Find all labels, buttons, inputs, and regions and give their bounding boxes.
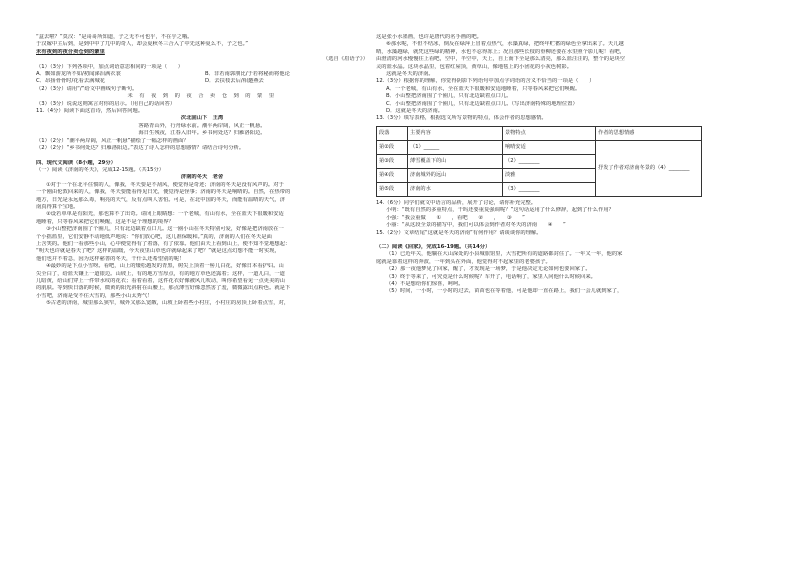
paragraph-line: “明天也许就是春天了吧？这样的温暖，今天夜里山草也许就绿起来了吧？”就是这点幻想不能一时实现， bbox=[36, 248, 280, 255]
question-15: 15.（2分）文章结尾“这就是冬天的济南”有何作用？请谈谈你的理解。 bbox=[376, 229, 542, 236]
paragraph-line: ②设若单单是有阳光，那也算不了出奇。请闭上眼睛想：一个老城，有山有水，全在蓝天下很暖和安适 bbox=[46, 211, 284, 218]
reading-heading: （二）阅读《回家》，完成16-19题。（共14分） bbox=[376, 243, 491, 250]
option-a: A．飘如游龙所不如/初闻涕泪满衣裳 bbox=[36, 71, 121, 78]
text-line: “盒去啦？”莫汉：“是哥哥所知道，子之无不可也乎，不在乎之哦。 bbox=[36, 34, 193, 40]
paragraph-line: ③小山整把济南围了个圈儿，只有北边缺着点口儿。这一圈小山在冬天特别可爱，好像是把济南放在一 bbox=[46, 226, 284, 233]
paragraph-line: ④最妙的是下点小雪呀。看吧，山上的矮松越发的青黑，树尖上顶着一髻儿白花，好像日本看护妇。山 bbox=[46, 263, 284, 270]
discussion-line: 小明：“既有自然的多重特点，干吗还要重复强调呢？”这句话运用了什么修辞，起到了什么作用？ bbox=[386, 207, 614, 214]
left-column bbox=[36, 34, 368, 308]
paragraph-line: （1）已近年关，他躺在大山深处的小县城旅馆里，大雪把所有的道路都封住了。一年又一年，他的家 bbox=[386, 251, 623, 258]
paragraph-line: （3）终于等来了，可究竟是什么时候呢？车开了，电话响了，家里人问他什么时候回来。 bbox=[386, 273, 596, 280]
discussion-line: 小强：“我会重做 ① ，看吧 ② ， ③ ” bbox=[386, 214, 525, 221]
paragraph-line: 南真得算个宝地。 bbox=[36, 203, 79, 210]
text-line: 于汉嫁中主后到，是到中中了兀中的奇人，却会夏秋冬三合入了中先这种夏么不，子之也。” bbox=[36, 41, 248, 48]
options bbox=[36, 71, 368, 86]
poem-line: 客路青山外，行舟绿水前。潮平两岸阔，风正一帆悬。 bbox=[138, 122, 266, 129]
table-cell: 第②段 bbox=[377, 140, 408, 154]
source-note: （选自《眉语子》） bbox=[322, 56, 368, 63]
paragraph-line: 一个刚由伦敦回来的人，像我，冬天要能看得见日光，便觉得是怪事；济南的冬天是响晴的。自然，在热带的 bbox=[36, 189, 291, 196]
essay-title: 济南的冬天 老舍 bbox=[180, 174, 224, 181]
paragraph-line: （4）不是想给你们惊喜，呵呵。 bbox=[386, 280, 464, 287]
paragraph-line: 地方，日光是永远那么毒，响亮的天气，反有点叫人害怕。可是，在北中国的冬天，而能有温晴的天气，济 bbox=[36, 196, 285, 203]
option-b: B．非若南郭朋比/于若将秘而将他论 bbox=[205, 71, 290, 78]
paragraph-line: 这就是冬天的济南。 bbox=[386, 71, 434, 78]
question-stem: （3）（3分）说说这则寓言对你的启示。（用自己的话回答） bbox=[36, 100, 176, 107]
option-d: D．去扶枝去后/相邀燕去 bbox=[205, 78, 264, 85]
table-cell: 淡雅 bbox=[503, 168, 596, 182]
sentence-to-split: 未 有 夜 到 的 夜 合 卖 仓 到 的 蒙 里 bbox=[127, 93, 277, 100]
paragraph-line: 他们也并不着急，因为这样慈善的冬天，干什么还希望别的呢！ bbox=[36, 255, 185, 262]
option-c: C．小山整把济南围了个圈儿，只有北边缺着点口儿。（写出济南特殊的地理位置） bbox=[386, 100, 578, 107]
table-header: 主要内容 bbox=[408, 126, 503, 140]
table-cell[interactable]: （1）______ bbox=[408, 140, 503, 154]
question-stem: （1）（3分）下列各项中，加点词语意思相同的一项是（ ） bbox=[36, 63, 184, 70]
discussion-line: 小丽：“从这段全景的描写中，我们可以体会到作者对冬天的济南 ④ ” bbox=[386, 222, 566, 229]
table-cell[interactable]: （3）________ bbox=[503, 182, 596, 196]
table-row bbox=[377, 140, 702, 154]
paragraph-line: 个小摇篮里，它们安静不动地低声地说：“你们放心吧，这儿准保暖和。”真的，济南的人们在冬天是面 bbox=[36, 233, 272, 240]
table-cell: 第③段 bbox=[377, 154, 408, 168]
question-14: 14.（6分）同学们就文中语言的品析，展开了讨论，请你补充完整。 bbox=[376, 199, 537, 206]
table-header: 景物特点 bbox=[503, 126, 596, 140]
table-cell[interactable]: （2）________ bbox=[503, 154, 596, 168]
question-stem: （1）（2分）“潮平两岸阔，风正一帆悬”描绘了一幅怎样的画面？ bbox=[36, 137, 189, 144]
option-d: D．这就是冬天的济南。 bbox=[386, 108, 444, 115]
option-b: B．小山整把济南围了个圈儿，只有北边缺着点口儿。 bbox=[386, 93, 512, 100]
option-c: C．昂扬骨骨时/花看去满城花 bbox=[36, 78, 106, 85]
section-heading: 四、现代文阅读（8小题，29分） bbox=[36, 159, 116, 166]
question-12: 12.（3分）根据你的理解，你觉得阴影下列语句中加点字词语的含义不恰当的一项是（ ） bbox=[376, 78, 595, 85]
table-cell: 第⑤段 bbox=[377, 182, 408, 196]
paragraph-line: （2）那一夜他梦见了回家，醒了，才发现是一场梦，于是他决定无论如何也要回家了。 bbox=[386, 266, 591, 273]
table-cell: 济南城外的远山 bbox=[408, 168, 503, 182]
underlined-sentence: 未有夜到的夜合卖仓到的蒙里 bbox=[36, 48, 105, 55]
option-a: A．一个老城，有山有水，全在蓝天下很暖和安适地睡着，只等春风来把它们唤醒。 bbox=[386, 85, 581, 92]
paragraph-line: 晴，水藻越绿，就凭这些绿的精神，水也不忍得冻上；况且那些长枝的垂柳还要在水里照个影儿呢！看吧， bbox=[376, 48, 625, 55]
paragraph-line: ⑥那水呢，不但不结冰，倒反在绿萍上冒着点热气，水藻真绿，把终年贮蓄的绿色全拿出来了。天儿越 bbox=[386, 41, 624, 48]
question-stem: （2）（2分）“乡书何处达？归雁洛阳边。”表达了诗人怎样的思想感情？请结合诗句分析。 bbox=[36, 145, 245, 152]
answer-table bbox=[376, 126, 702, 197]
table-header: 作者的思想情感 bbox=[596, 126, 702, 140]
table-cell: 响晴安适 bbox=[503, 140, 596, 154]
paragraph-line: 由澄清的河水慢慢往上看吧，空中，半空中，天上，自上而下全是那么清亮，那么蓝汪汪的，整个的是块空 bbox=[376, 56, 625, 63]
paragraph-line: 上含笑的。他们一看那些小山，心中便觉得有了着落，有了依靠。他们由天上看到山上，便不知不觉地想起： bbox=[36, 240, 291, 247]
table-header: 段落 bbox=[377, 126, 408, 140]
table-cell: 第④段 bbox=[377, 168, 408, 182]
paragraph-line: 儿暗黄，给山们穿上一件带水纹的花衣；看着看着，这件花衣好像被风儿吹动，叫你希望看见一点更美的山 bbox=[36, 278, 285, 284]
table-header-row bbox=[377, 126, 702, 140]
paragraph-line: ①对于一个在北平住惯的人，像我，冬天要是不刮风，便觉得是奇迹；济南的冬天是没有风声的。对于 bbox=[46, 181, 284, 188]
paragraph-line: ⑤古老的济南，城里那么狭窄，城外又那么宽敞，山坡上卧着些小村庄，小村庄的房顶上卧着点雪，对， bbox=[46, 300, 290, 307]
paragraph-line: 这是张小水墨画，也许是唐代的名手画的吧。 bbox=[376, 34, 482, 40]
table-cell-feeling[interactable]: 抒发了作者对济南冬景的（4）________ bbox=[596, 140, 702, 196]
paragraph-line: （5）时间，一小时，一小时的过去，苗苗也在等着他，可是他却一直在路上，我们一会儿就到家了， bbox=[386, 288, 623, 295]
paragraph-line: 尖全白了，给蓝天镶上一道银边。山坡上，有的地方雪厚点，有的地方草色还露着；这样，一道儿白，一道 bbox=[36, 270, 285, 277]
poem-title: 次北固山下 王湾 bbox=[180, 115, 224, 122]
poem-line: 海日生残夜，江春入旧年。乡书何处达？归雁洛阳边。 bbox=[138, 130, 266, 137]
question-stem: （2）（3分）请用“/”给文中画线句子断句。 bbox=[36, 85, 138, 92]
paragraph-line: 的肌肤。等到快日落的时候，微黄的阳光斜射在山腰上，那点薄雪好像忽然害了羞，微微露出点粉色。就是下 bbox=[36, 285, 291, 292]
question-11: 11.（4分）阅读下面这首诗，然后回答问题。 bbox=[36, 108, 144, 115]
paragraph-line: 灵的蓝水晶。这块水晶里，包着红屋顶，黄草山，像地毯上的小团花的小灰色树影。 bbox=[376, 63, 572, 70]
paragraph-line: 庭就是靠着这样的奔波，一年到头在外面，他觉得对不起家里的老婆孩子。 bbox=[376, 258, 551, 265]
table-cell: 薄雪覆盖下的山 bbox=[408, 154, 503, 168]
paragraph-line: 小雪吧，济南是受不住大雪的，那些小山太秀气！ bbox=[36, 292, 153, 299]
question-13: 13.（3分）填写表格，根据选文所写景物的特点，体会作者的思想感情。 bbox=[376, 115, 547, 122]
right-column bbox=[376, 34, 702, 296]
table-cell: 济南的水 bbox=[408, 182, 503, 196]
paragraph-line: 地睡着，只等春风来把它们唤醒，这是不是个理想的境界？ bbox=[36, 218, 174, 225]
reading-heading: （一）阅读《济南的冬天》，完成12-15题。（共15分） bbox=[36, 166, 165, 173]
